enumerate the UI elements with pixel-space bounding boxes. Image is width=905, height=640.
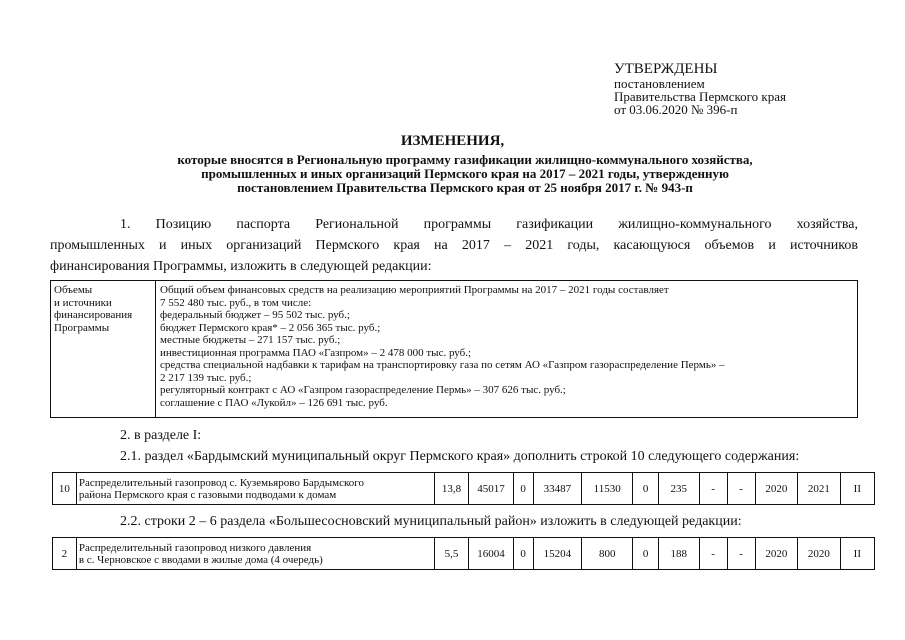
row-number: 2: [53, 538, 77, 570]
row-2-table: [52, 537, 875, 570]
object-name-line: района Пермского края с газовыми подводами к домам: [78, 488, 337, 501]
table-cell: 16004: [469, 538, 514, 570]
object-name-line: Распределительный газопровод с. Куземьярово Бардымского: [78, 476, 364, 489]
section-2-1-text: 2.1. раздел «Бардымский муниципальный округ Пермского края» дополнить строкой 10 следующего содержания:: [120, 449, 800, 464]
passport-value-line: федеральный бюджет – 95 502 тыс. руб.;: [160, 309, 350, 321]
table-cell: II: [840, 473, 874, 505]
object-name-cell: [76, 473, 434, 505]
passport-value-line: регуляторный контракт с АО «Газпром газораспределение Пермь» – 307 626 тыс. руб.;: [160, 384, 566, 396]
table-cell: 188: [659, 538, 699, 570]
table-cell: 5,5: [434, 538, 468, 570]
paragraph-1: [50, 214, 858, 277]
table-cell: -: [699, 473, 727, 505]
passport-value-line: 2 217 139 тыс. руб.;: [160, 371, 252, 384]
document-subtitle: [120, 153, 810, 195]
passport-label-line: Объемы: [54, 284, 93, 296]
approval-heading: УТВЕРЖДЕНЫ: [614, 61, 718, 77]
approval-line2: Правительства Пермского края: [614, 89, 786, 104]
table-cell: 13,8: [434, 473, 468, 505]
passport-value-line: инвестиционная программа ПАО «Газпром» – 2 478 000 тыс. руб.;: [160, 346, 472, 359]
approval-block: [614, 62, 786, 116]
passport-value-line: Общий объем финансовых средств на реализацию мероприятий Программы на 2017 – 2021 годы составляет: [160, 284, 669, 296]
passport-value-line: местные бюджеты – 271 157 тыс. руб.;: [160, 334, 341, 346]
approval-line3: от 03.06.2020 № 396-п: [614, 102, 738, 117]
section-2-2-text: 2.2. строки 2 – 6 раздела «Большесосновский муниципальный район» изложить в следующей редакции:: [120, 514, 742, 529]
table-cell: -: [727, 473, 755, 505]
subtitle-line: постановлением Правительства Пермского края от 25 ноября 2017 г. № 943-п: [237, 180, 693, 195]
passport-label-line: финансирования: [54, 309, 133, 321]
passport-value-line: средства специальной надбавки к тарифам на транспортировку газа по сетям АО «Газпром газораспределение Пермь» –: [160, 359, 725, 371]
object-name-cell: [76, 538, 434, 570]
passport-value-line: 7 552 480 тыс. руб., в том числе:: [160, 296, 312, 309]
subtitle-line: промышленных и иных организаций Пермского края на 2017 – 2021 годы, утвержденную: [201, 166, 729, 181]
table-cell: 0: [513, 538, 533, 570]
passport-value-cell: [160, 284, 850, 409]
passport-value-line: бюджет Пермского края* – 2 056 365 тыс. руб.;: [160, 321, 381, 334]
paragraph-1-line3: финансирования Программы, изложить в следующей редакции:: [50, 259, 432, 274]
table-cell: 0: [633, 538, 659, 570]
passport-table: [50, 280, 858, 418]
row-10-table: [52, 472, 875, 505]
table-cell: 235: [659, 473, 699, 505]
passport-value-line: соглашение с ПАО «Лукойл» – 126 691 тыс. руб.: [160, 396, 388, 409]
table-cell: II: [840, 538, 874, 570]
passport-label-cell: [51, 281, 156, 417]
paragraph-1-line2: промышленных и иных организаций Пермского края на 2017 – 2021 годы, касающуюся объемов и источников: [50, 238, 858, 253]
object-name-line: Распределительный газопровод низкого давления: [78, 541, 312, 554]
table-cell: -: [727, 538, 755, 570]
table-row: [53, 538, 875, 570]
passport-label-line: Программы: [54, 321, 110, 334]
paragraph-1-line1: 1. Позицию паспорта Региональной программы газификации жилищно-коммунального хозяйства,: [120, 217, 858, 232]
approval-line1: постановлением: [614, 76, 705, 91]
table-cell: 2020: [798, 538, 841, 570]
document-title: ИЗМЕНЕНИЯ,: [400, 133, 505, 149]
section-2-heading: 2. в разделе I:: [120, 428, 202, 443]
table-cell: 15204: [533, 538, 582, 570]
table-cell: 2021: [798, 473, 841, 505]
table-cell: 0: [513, 473, 533, 505]
table-cell: 800: [582, 538, 633, 570]
table-cell: 2020: [755, 473, 798, 505]
table-cell: 11530: [582, 473, 633, 505]
table-cell: 33487: [533, 473, 582, 505]
row-number: 10: [53, 473, 77, 505]
table-cell: 45017: [469, 473, 514, 505]
table-cell: -: [699, 538, 727, 570]
table-row: [53, 473, 875, 505]
table-cell: 0: [633, 473, 659, 505]
object-name-line: в с. Черновское с вводами в жилые дома (4 очередь): [78, 553, 323, 566]
subtitle-line: которые вносятся в Региональную программу газификации жилищно-коммунального хозяйства,: [177, 152, 753, 167]
passport-label-line: и источники: [54, 296, 112, 309]
table-cell: 2020: [755, 538, 798, 570]
